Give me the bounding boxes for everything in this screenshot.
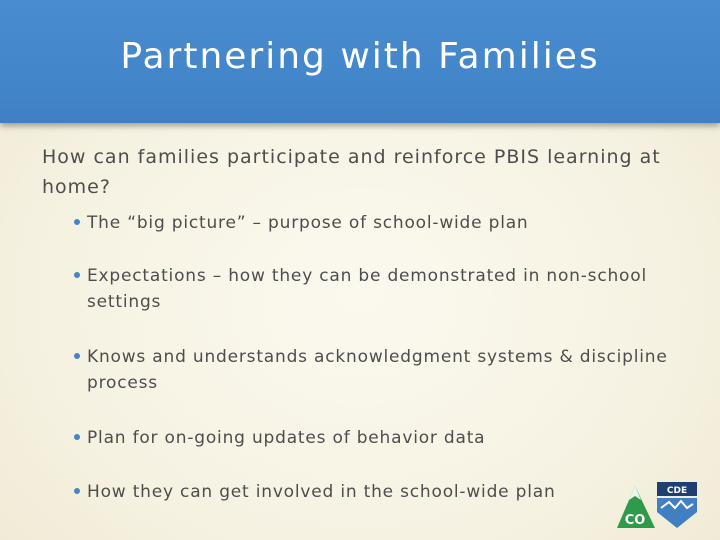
logo-shield — [657, 498, 697, 528]
slide-title: Partnering with Families — [120, 36, 600, 77]
slide-question: How can families participate and reinforce PBIS learning at home? — [42, 146, 661, 198]
bullet-dot-icon — [74, 353, 80, 359]
bullet-text: The “big picture” – purpose of school-wide plan — [87, 213, 529, 233]
bullet-text: Plan for on-going updates of behavior data — [87, 428, 486, 448]
bullet-item — [74, 210, 687, 236]
bullet-item — [74, 425, 687, 451]
title-banner — [0, 0, 720, 123]
bullet-item — [74, 344, 687, 396]
bullet-text: Expectations – how they can be demonstrated in non-school settings — [87, 266, 647, 312]
bullet-dot-icon — [74, 488, 80, 494]
bullet-dot-icon — [74, 272, 80, 278]
logo-co-text: CO — [624, 513, 646, 528]
bullet-text: How they can get involved in the school-wide plan — [87, 482, 556, 502]
bullet-item — [74, 263, 687, 315]
bullet-item — [74, 479, 687, 505]
cde-colorado-logo-icon — [613, 478, 703, 530]
bullet-dot-icon — [74, 219, 80, 225]
bullet-dot-icon — [74, 434, 80, 440]
bullet-text: Knows and understands acknowledgment systems & discipline process — [87, 347, 668, 393]
logo-cde-text: CDE — [666, 486, 688, 496]
